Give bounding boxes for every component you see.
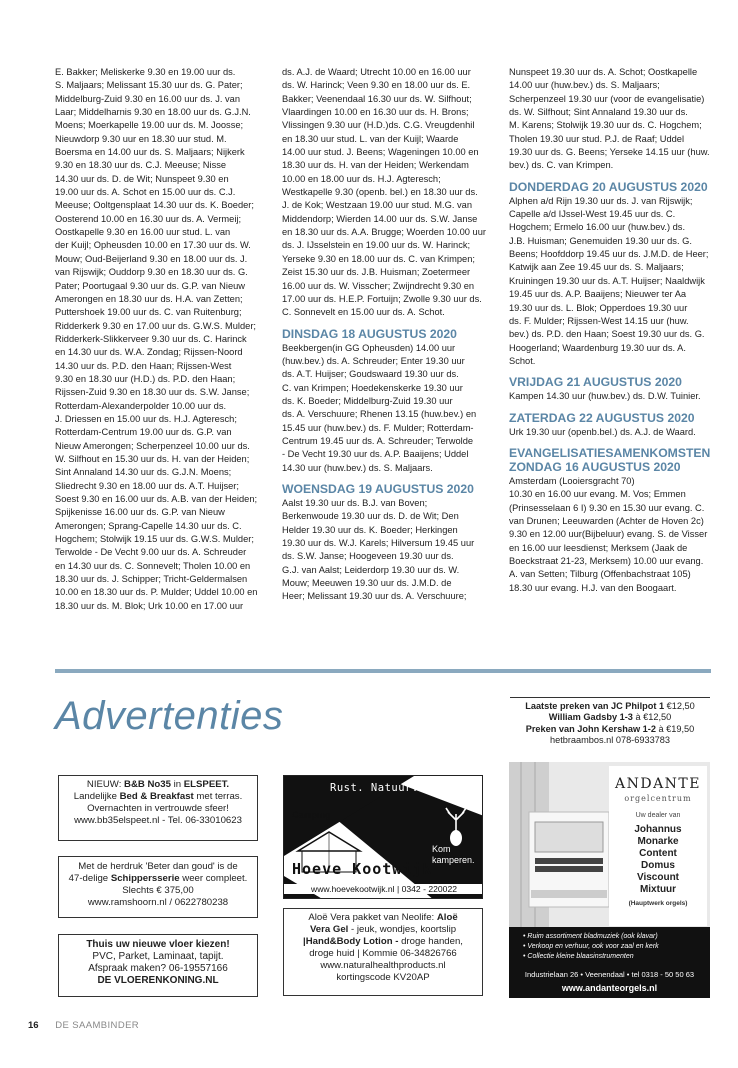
ad-text: Met de herdruk 'Beter dan goud' is de xyxy=(78,861,238,872)
day-heading-saturday: ZATERDAG 22 AUGUSTUS 2020 xyxy=(509,410,695,425)
andante-sub: orgelcentrum xyxy=(624,794,692,803)
andante-bullet: • Collectie kleine blaasinstrumenten xyxy=(523,953,634,960)
magazine-name: DE SAAMBINDER xyxy=(55,1020,140,1031)
andante-bullet: • Verkoop en verhuur, ook voor zaal en kerk xyxy=(523,943,659,950)
ad-text: Slechts € 375,00 xyxy=(122,885,194,896)
ad-text: Aloë Vera pakket van Neolife: xyxy=(308,912,437,923)
ad-aloe-vera xyxy=(283,908,483,996)
services-text: Urk 19.30 uur (openb.bel.) ds. A.J. de Waard. xyxy=(509,426,696,437)
ad-text: B&B No35 xyxy=(124,779,171,790)
ad-text: droge handen, xyxy=(401,936,463,947)
ad-text: NIEUW: xyxy=(86,779,125,790)
ad-camping xyxy=(283,775,483,899)
ad-text: Thuis uw nieuwe vloer kiezen! xyxy=(86,939,230,950)
andante-brand: ANDANTE xyxy=(614,776,701,792)
services-text: ds. A.J. de Waard; Utrecht 10.00 en 16.00 uur ds. W. Harinck; Veen 9.30 en 18.00 uur ds. E. Bakker; Veenendaal 16.30 uur ds. W. Silfhout; Vlaardingen 10.00 en 16.30 uur ds. H. Brons; Vlissingen 9.30 uur (H.D.)ds. C.G. Vreugdenhil en 18.30 uur stud. L. van der Kuijl; Waarde 14.00 uur stud. J. Beens; Wageningen 10.00 en 18.30 uur ds. H. van der Heiden; Werkendam 10.00 en 18.00 uur ds. H.J. Agteresch; Westkapelle 9.30 (openb. bel.) en 18.30 uur ds. J. de Kok; Westzaan 19.00 uur stud. M.G. van Middendorp; Wierden 14.00 uur ds. S.W. Janse en 18.30 uur ds. A.A. Brugge; Woerden 10.00 uur ds. J. IJsselstein en 19.00 uur ds. W. Harinck; Yerseke 9.30 en 18.00 uur ds. C. van Krimpen; Zeist 15.30 uur ds. J.B. Huisman; Zoetermeer 16.00 uur ds. W. Visscher; Zwijndrecht 9.30 en 17.00 uur ds. H.E.P. Fortuijn; Zwolle 9.30 uur ds. C. Sonnevelt en 15.00 uur ds. A. Schot. xyxy=(282,67,486,318)
day-heading-thursday: DONDERDAG 20 AUGUSTUS 2020 xyxy=(509,179,708,194)
ad-text: à €19,50 xyxy=(655,723,695,734)
ad-text: PVC, Parket, Laminaat, tapijt. xyxy=(92,951,224,962)
andante-model: Johannus xyxy=(634,824,682,835)
andante-model: Viscount xyxy=(636,872,680,883)
ad-text: Aloë xyxy=(436,912,458,923)
ad-text: William Gadsby 1-3 xyxy=(548,712,633,723)
ad-text: weer compleet. xyxy=(179,873,248,884)
church-services-column-2 xyxy=(282,66,488,604)
services-text: Amsterdam (Looiersgracht 70) 10.30 en 16.00 uur evang. M. Vos; Emmen (Prinsesselaan 6 I) 9.30 en 15.30 uur evang. C. van Drunen; Leeuwarden (Achter de Hoven 2c) 9.30 en 12.00 uur(Bijbeluur) evang. S. de Visser en 16.00 uur leesdienst; Merksem (Jaak de Boeckstraat 21-23, Merksem) 10.00 uur evang. A. van Setten; Tilburg (Offenbachstraat 105) 18.30 uur evang. H.J. van den Boogaart. xyxy=(509,475,708,593)
services-text: E. Bakker; Meliskerke 9.30 en 19.00 uur ds. S. Maljaars; Melissant 15.30 uur ds. G. Pater; Middelburg-Zuid 9.30 en 16.00 uur ds. J. van Laar; Middelharnis 9.30 en 18.00 uur ds. G.J.N. Moens; Moerkapelle 19.00 uur ds. M. Joosse; Nieuwdorp 9.30 uur en 18.30 uur stud. M. Boersma en 14.00 uur ds. S. Maljaars; Nijkerk 9.30 en 18.30 uur ds. C.J. Meeuse; Nisse 14.30 uur ds. D. de Wit; Nunspeet 9.30 en 19.00 uur ds. A. Schot en 15.00 uur ds. C.J. Meeuse; Ooltgensplaat 14.30 uur ds. K. Boeder; Oosterend 10.00 en 16.30 uur ds. A. Vermeij; Oostkapelle 9.30 en 16.00 uur stud. L. van der Kuijl; Opheusden 10.00 en 17.30 uur ds. W. Mouw; Oud-Beijerland 9.30 en 18.00 uur ds. J. van Rijswijk; Ouddorp 9.30 en 18.30 uur ds. G. Pater; Poortugaal 9.30 uur ds. G.P. van Nieuw Amerongen en 18.30 uur ds. H.A. van Zetten; Puttershoek 19.00 uur ds. C. van Ruitenburg; Ridderkerk 9.30 en 17.00 uur ds. G.W.S. Mulder; Ridderkerk-Slikkerveer 9.30 uur ds. C. Harinck en 14.30 uur ds. W.A. Zondag; Rijssen-Noord 14.30 uur ds. P.D. den Haan; Rijssen-West 9.30 en 18.30 uur (H.D.) ds. P.D. den Haan; Rijssen-Zuid 9.30 en 18.30 uur ds. S.W. Janse; Rotterdam-Alexanderpolder 10.00 uur ds. J. Driessen en 15.00 uur ds. H.J. Agteresch; Rotterdam-Centrum 19.00 uur ds. G.P. van Nieuw Amerongen; Scherpenzeel 10.00 uur ds. W. Silfhout en 15.30 uur ds. H. van der Heiden; Sint Annaland 14.30 uur ds. G.J.N. Moens; Sliedrecht 9.30 en 18.00 uur ds. A.T. Huijser; Soest 9.30 en 16.00 uur ds. A.B. van der Heiden; Spijkenisse 16.00 uur ds. G.P. van Nieuw Amerongen; Sprang-Capelle 14.30 uur ds. C. Hogchem; Stolwijk 19.15 uur ds. G.W.S. Mulder; Terwolde - De Vecht 9.00 uur ds. A. Schreuder en 14.30 uur ds. C. Sonnevelt; Tholen 10.00 en 18.30 uur ds. J. Schipper; Tricht-Geldermalsen 10.00 en 18.30 uur ds. P. Mulder; Uddel 10.00 en 18.30 uur ds. M. Blok; Urk 10.00 en 17.00 uur xyxy=(55,67,258,611)
ad-link[interactable]: DE VLOERENKONING.NL xyxy=(97,975,219,986)
ad-bnb xyxy=(58,775,258,841)
services-text: Nunspeet 19.30 uur ds. A. Schot; Oostkapelle 14.00 uur (huw.bev.) ds. S. Maljaars; Scherpenzeel 19.30 uur (voor de evangelisatie) ds. W. Silfhout; Sint Annaland 19.30 uur ds. M. Karens; Stolwijk 19.30 uur ds. C. Hogchem; Tholen 19.30 uur stud. P.J. de Raaf; Uddel 19.30 uur ds. G. Beens; Yerseke 14.15 uur (huw. bev.) ds. C. van Krimpen. xyxy=(509,67,710,171)
andante-model: Monarke xyxy=(637,836,679,847)
andante-note: (Hauptwerk orgels) xyxy=(628,900,688,907)
ad-text: Laatste preken van JC Philpot 1 xyxy=(525,701,665,711)
andante-model: Mixtuur xyxy=(639,884,677,895)
day-heading-wednesday: WOENSDAG 19 AUGUSTUS 2020 xyxy=(282,481,474,496)
andante-dealer: Uw dealer van xyxy=(635,812,681,819)
andante-bullets xyxy=(523,932,708,962)
andante-url[interactable]: www.andanteorgels.nl xyxy=(561,983,658,993)
ad-text: €12,50 xyxy=(664,701,695,711)
church-services-column-3 xyxy=(509,66,714,595)
day-heading-friday: VRIJDAG 21 AUGUSTUS 2020 xyxy=(509,375,682,390)
ad-text: Afspraak maken? 06-19557166 xyxy=(88,963,228,974)
ad-text: Bed & Breakfast xyxy=(119,791,194,802)
camping-label: Camping xyxy=(292,810,331,820)
ad-text: Vera Gel xyxy=(309,924,349,935)
camping-footer[interactable]: www.hoevekootwijk.nl | 0342 - 220022 xyxy=(284,884,483,894)
services-text: Alphen a/d Rijn 19.30 uur ds. J. van Rijswijk; Capelle a/d IJssel-West 19.45 uur ds. C. Hogchem; Ermelo 16.00 uur (huw.bev.) ds. J.B. Huisman; Genemuiden 19.30 uur ds. G. Beens; Hoofddorp 19.45 uur ds. J.M.D. de Heer; Katwijk aan Zee 19.45 uur ds. S. Maljaars; Kruiningen 19.30 uur ds. A.T. Huijser; Naaldwijk 19.45 uur ds. A.P. Baaijens; Nieuwer ter Aa 19.30 uur ds. L. Blok; Opperdoes 19.30 uur ds. F. Mulder; Rijssen-West 14.15 uur (huw. bev.) ds. P.D. den Haan; Soest 19.30 uur ds. G. Hoogerland; Waardenburg 19.30 uur ds. A. Schot. xyxy=(509,195,709,366)
page-footer xyxy=(28,1020,139,1031)
ad-link[interactable]: www.ramshoorn.nl / 0622780238 xyxy=(87,897,229,908)
andante-bullet: • Ruim assortiment bladmuziek (ook klavar) xyxy=(523,933,658,940)
church-services-column-1 xyxy=(55,66,260,613)
ad-link[interactable]: hetbraambos.nl 078-6933783 xyxy=(549,735,671,746)
ad-link[interactable]: www.naturalhealthproducts.nl xyxy=(320,960,446,971)
ad-text: Overnachten in vertrouwde sfeer! xyxy=(87,803,229,814)
andante-address: Industrielaan 26 • Veenendaal • tel 0318 - 50 50 63 xyxy=(524,970,695,979)
ad-link[interactable]: www.bb35elspeet.nl - Tel. 06-33010623 xyxy=(74,815,242,826)
andante-model: Domus xyxy=(641,860,675,871)
day-heading-tuesday: DINSDAG 18 AUGUSTUS 2020 xyxy=(282,326,457,341)
ad-andante xyxy=(509,762,710,998)
ad-text: 47-delige xyxy=(68,873,111,884)
camping-name: Hoeve Kootwijk xyxy=(292,860,433,878)
heading-evangelisation: EVANGELISATIESAMENKOMSTEN ZONDAG 16 AUGUSTUS 2020 xyxy=(509,445,711,474)
ad-text: kortingscode KV20AP xyxy=(336,972,430,983)
camping-side-text: Kom kamperen. xyxy=(432,844,475,865)
ad-text: ELSPEET. xyxy=(183,779,230,790)
andante-models xyxy=(609,824,707,896)
page-number: 16 xyxy=(28,1020,39,1031)
ad-text: met terras. xyxy=(193,791,243,802)
ad-text: in xyxy=(170,779,184,790)
ad-text: Preken van John Kershaw 1-2 xyxy=(525,723,656,734)
services-text: Kampen 14.30 uur (huw.bev.) ds. D.W. Tuinier. xyxy=(509,391,701,402)
ad-text: droge huid | Kommie 06-34826766 xyxy=(309,948,457,959)
section-divider xyxy=(55,669,711,673)
camping-illustration xyxy=(284,776,483,899)
ad-text: |Hand&Body Lotion - xyxy=(303,936,402,947)
ad-books xyxy=(510,697,710,753)
andante-model: Content xyxy=(639,848,677,859)
advertisements-title: Advertenties xyxy=(55,694,284,738)
ad-text: à €12,50 xyxy=(632,712,672,723)
services-text: Aalst 19.30 uur ds. B.J. van Boven; Berkenwoude 19.30 uur ds. D. de Wit; Den Helder 19.30 uur ds. K. Boeder; Herkingen 19.30 uur ds. W.J. Karels; Hilversum 19.45 uur ds. S.W. Janse; Hoogeveen 19.30 uur ds. G.J. van Aalst; Leiderdorp 19.30 uur ds. W. Mouw; Meeuwen 19.30 uur ds. J.M.D. de Heer; Melissant 19.30 uur ds. A. Verschuure; xyxy=(282,497,475,602)
services-text: Beekbergen(in GG Opheusden) 14.00 uur (huw.bev.) ds. A. Schreuder; Enter 19.30 uur ds. A.T. Huijser; Goudswaard 19.30 uur ds. C. van Krimpen; Hoedekenskerke 19.30 uur ds. K. Boeder; Middelburg-Zuid 19.30 uur ds. A. Verschuure; Rhenen 13.15 (huw.bev.) en 15.45 uur (huw.bev.) ds. F. Mulder; Rotterdam- Centrum 19.45 uur ds. A. Schreuder; Terwolde - De Vecht 19.30 uur ds. A.P. Baaijens; Uddel 14.30 uur (huw.bev.) ds. S. Maljaars. xyxy=(282,342,477,473)
ad-text: Landelijke xyxy=(73,791,120,802)
ad-herdruk xyxy=(58,856,258,918)
ad-text: - jeuk, wondjes, koortslip xyxy=(348,924,457,935)
camping-slogan: Rust. Natuur. Veluwe. xyxy=(330,782,474,794)
ad-text: Schippersserie xyxy=(110,873,180,884)
ad-vloer xyxy=(58,934,258,997)
